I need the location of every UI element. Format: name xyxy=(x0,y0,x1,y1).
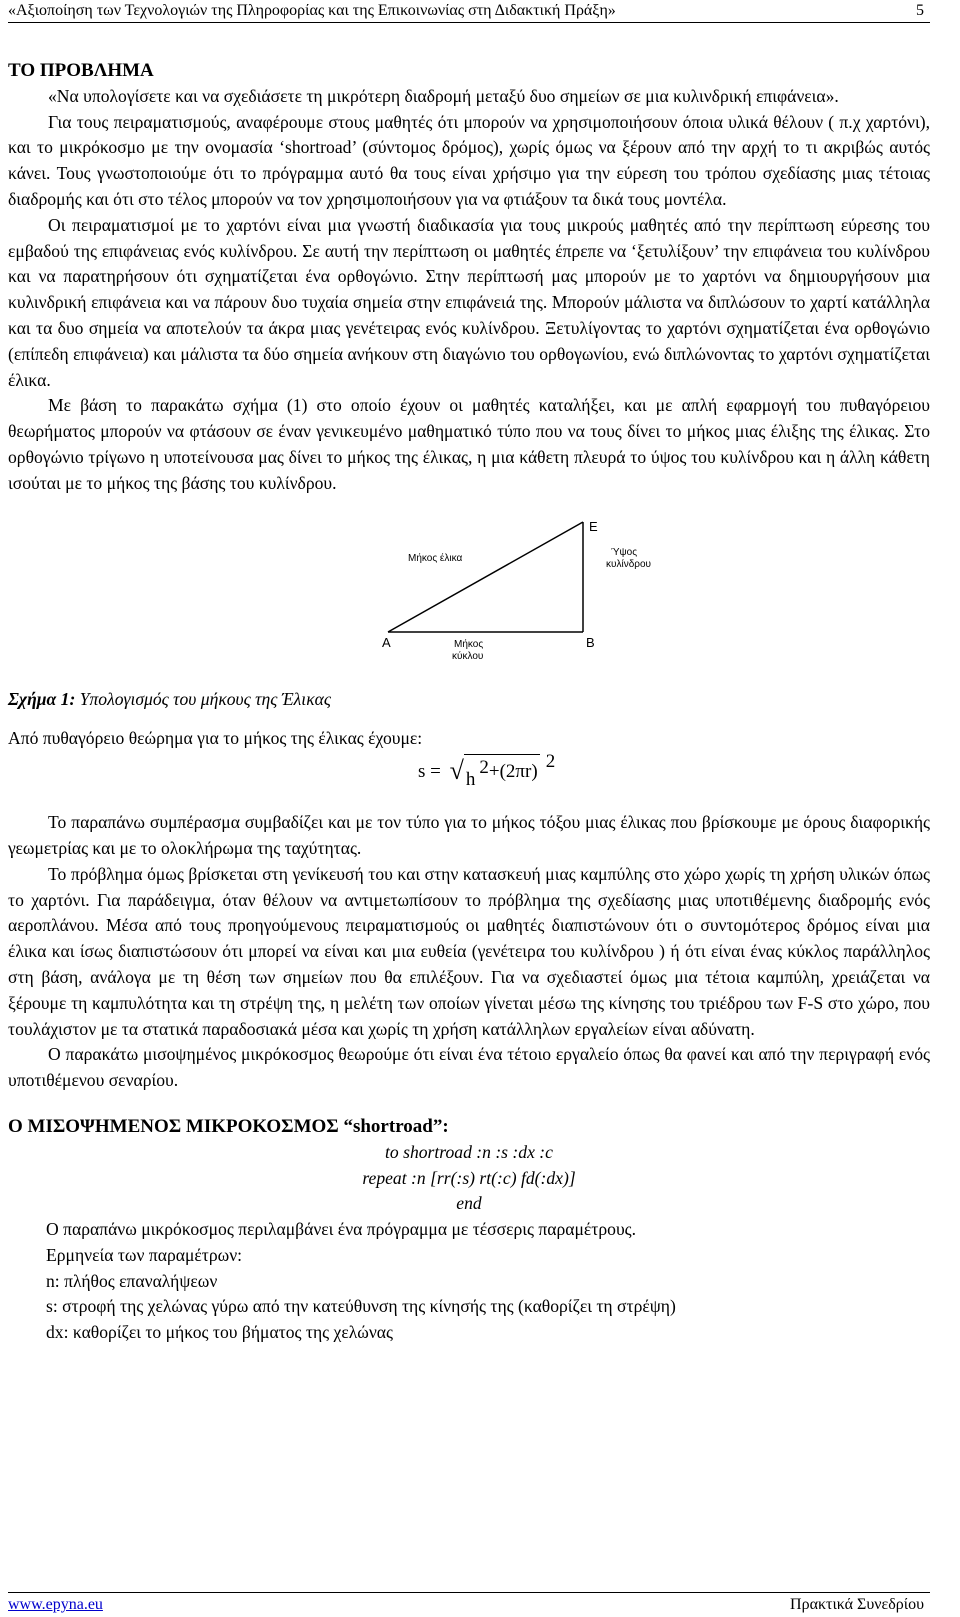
caption-label: Σχήμα 1: xyxy=(8,688,76,709)
hypotenuse-label: Μήκος έλικα xyxy=(408,552,463,564)
code-line: end xyxy=(456,1193,482,1214)
helix-length-formula xyxy=(418,751,556,791)
param-s: s: στροφή της χελώνας γύρω από την κατεύθυνση της κίνησής της (καθορίζει τη στρέψη) xyxy=(46,1296,676,1317)
formula-row xyxy=(8,752,930,810)
figure-1 xyxy=(8,497,930,687)
paragraph: Οι πειραματισμοί με το χαρτόνι είναι μια γνωστή διαδικασία για τους μικρούς μαθητές από την περίπτωση εύρεσης του εμβαδού της επιφάνειας ενός κυλίνδρου. Σε αυτή την περίπτωση οι μαθητές έπρεπε να ‘ξετυλίξουν’ την επιφάνεια του κυλίνδρου και να παρατηρήσουν ότι σχηματίζεται ένα ορθογώνιο. Στην περίπτωσή μας μπορούν με το χαρτόνι να δημιουργήσουν μια κυλινδρική επιφάνεια και να πάρουν δυο τυχαία σημεία στην επιφάνειά της. Μπορούν μάλιστα να διπλώσουν το χαρτί κατάλληλα και τα δυο σημεία να αποτελούν τα άκρα μιας γενέτειρας ενός κυλίνδρου. Ξετυλίγοντας το χαρτόνι σχηματίζεται ένα ορθογώνιο (επίπεδη επιφάνεια) και μάλιστα τα δύο σημεία ανήκουν στη διαγώνιο του ορθογωνίου, ενώ διπλώνοντας το χαρτόνι σχηματίζεται έλικα. xyxy=(8,214,930,390)
document-page xyxy=(8,0,930,1617)
formula-exp-1: 2 xyxy=(479,757,489,779)
formula-rest: +(2πr) xyxy=(488,761,538,783)
height-label-2: κυλίνδρου xyxy=(606,558,651,570)
paragraph: Για τους πειραματισμούς, αναφέρουμε στους μαθητές ότι μπορούν να χρησιμοποιήσουν όποια υλικά θέλουν ( π.χ χαρτόνι), και το μικρόκοσμο με την ονομασία ‘shortroad’ (σύντομος δρόμος), χωρίς όμως να ξέρουν από την αρχή το τι ακριβώς αυτός κάνει. Τους γνωστοποιούμε ότι το πρόγραμμα αυτό θα τους είναι χρήσιμο για την εύρεση του τρόπου σχεδίασης μιας τέτοιας διαδρομής και ότι στο τέλος μπορούν να τον χρησιμοποιήσουν για να φτιάξουν τα δικά τους μοντέλα. xyxy=(8,111,930,209)
microworld-description: Ο παραπάνω μικρόκοσμος περιλαμβάνει ένα πρόγραμμα με τέσσερις παραμέτρους. xyxy=(46,1219,637,1240)
paragraph: Με βάση το παρακάτω σχήμα (1) στο οποίο έχουν οι μαθητές καταλήξει, και με απλή εφαρμογή του πυθαγόρειου θεωρήματος μπορούν να φτάσουν σε έναν γενικευμένο μαθηματικό τύπο που να τους δίνει το μήκος μιας έλιξης της έλικας. Στο ορθογώνιο τρίγωνο η υποτείνουσα μας δίνει το μήκος της έλικας, η μια κάθετη πλευρά το ύψος του κυλίνδρου και η άλλη κάθετη ισούται με το μήκος της βάσης του κυλίνδρου. xyxy=(8,395,930,493)
code-line: to shortroad :n :s :dx :c xyxy=(385,1141,553,1162)
formula-h: h xyxy=(465,769,476,791)
point-b-label: B xyxy=(586,634,595,650)
body-text xyxy=(8,58,930,1346)
page-number: 5 xyxy=(916,2,924,19)
paragraph: Το πρόβλημα όμως βρίσκεται στη γενίκευσή του και στην κατασκευή μιας καμπύλης στο χώρο χωρίς τη χρήση υλικών όπως το χαρτόνι. Για παράδειγμα, όταν θέλουν να αντιμετωπίσουν το πρόβλημα της σχεδίασης μιας υποτιθέμενης διαδρομής ενός αεροπλάνου. Μέσα από τους προηγούμενους πειραματισμούς οι μαθητές διαπιστώνουν ότι ο συντομότερος δρόμος είναι μια έλικα και ίσως διαπιστώσουν ότι μπορεί να είναι και μια ευθεία (γενέτειρα του κυλίνδρου ) ή ότι είναι ένας κύκλος παράλληλος στη βάση, ανάλογα με τη θέση των σημείων που θα επιλέξουν. Για να σχεδιαστεί όμως μια τέτοια καμπύλη, χρειάζεται να ξέρουμε τη καμπυλότητα και τη στρέψη της, η μελέτη των οποίων γίνεται μέσω της κίνησης του τριέδρου των F-S στο χώρο, που τουλάχιστον με τα στατικά παραδοσιακά μέσα και χωρίς τη χρήση κατάλληλων εργαλείων είναι αδύνατη. xyxy=(8,863,930,1039)
code-line: repeat :n [rr(:s) rt(:c) fd(:dx)] xyxy=(362,1167,576,1188)
running-header xyxy=(8,0,930,23)
base-label-1: Μήκος xyxy=(454,638,484,650)
problem-heading: ΤΟ ΠΡΟΒΛΗΜΑ xyxy=(8,60,154,81)
hypotenuse-side xyxy=(388,522,583,632)
radicand xyxy=(464,754,540,791)
formula-intro: Από πυθαγόρειο θεώρημα για το μήκος της έλικας έχουμε: xyxy=(8,728,423,749)
formula-exp-2: 2 xyxy=(545,751,556,773)
param-n: n: πλήθος επαναλήψεων xyxy=(46,1270,218,1291)
point-a-label: A xyxy=(382,634,391,650)
right-triangle-diagram xyxy=(368,517,651,677)
point-e-label: E xyxy=(589,518,598,534)
header-title: «Αξιοποίηση των Τεχνολογιών της Πληροφορίας και της Επικοινωνίας στη Διδακτική Πράξη» xyxy=(8,2,616,19)
sqrt-sign: √ xyxy=(449,756,464,786)
problem-statement: «Να υπολογίσετε και να σχεδιάσετε τη μικρότερη διαδρομή μεταξύ δυο σημείων σε μια κυλινδρική επιφάνεια». xyxy=(48,85,839,106)
formula-lhs: s = xyxy=(418,761,441,783)
microworld-heading: Ο ΜΙΣΟΨΗΜΕΝΟΣ ΜΙΚΡΟΚΟΣΜΟΣ “shortroad”: xyxy=(8,1115,449,1137)
site-link[interactable]: www.epyna.eu xyxy=(8,1596,103,1613)
running-footer xyxy=(8,1592,930,1617)
caption-text: Υπολογισμός του μήκους της Έλικας xyxy=(75,688,332,709)
paragraph: Ο παρακάτω μισοψημένος μικρόκοσμος θεωρούμε ότι είναι ένα τέτοιο εργαλείο όπως θα φανεί και από την περιγραφή ενός υποτιθέμενου σεναρίου. xyxy=(8,1044,930,1091)
base-label-2: κύκλου xyxy=(452,650,484,662)
figure-caption xyxy=(8,687,930,713)
params-title: Ερμηνεία των παραμέτρων: xyxy=(46,1244,243,1265)
height-label-1: Ύψος xyxy=(611,546,638,558)
param-dx: dx: καθορίζει το μήκος του βήματος της χελώνας xyxy=(46,1322,393,1343)
paragraph: Το παραπάνω συμπέρασμα συμβαδίζει και με τον τύπο για το μήκος τόξου μιας έλικας που βρίσκουμε με όρους διαφορικής γεωμετρίας και με το ολοκλήρωμα της ταχύτητας. xyxy=(8,812,930,858)
conference-label: Πρακτικά Συνεδρίου xyxy=(790,1596,924,1613)
